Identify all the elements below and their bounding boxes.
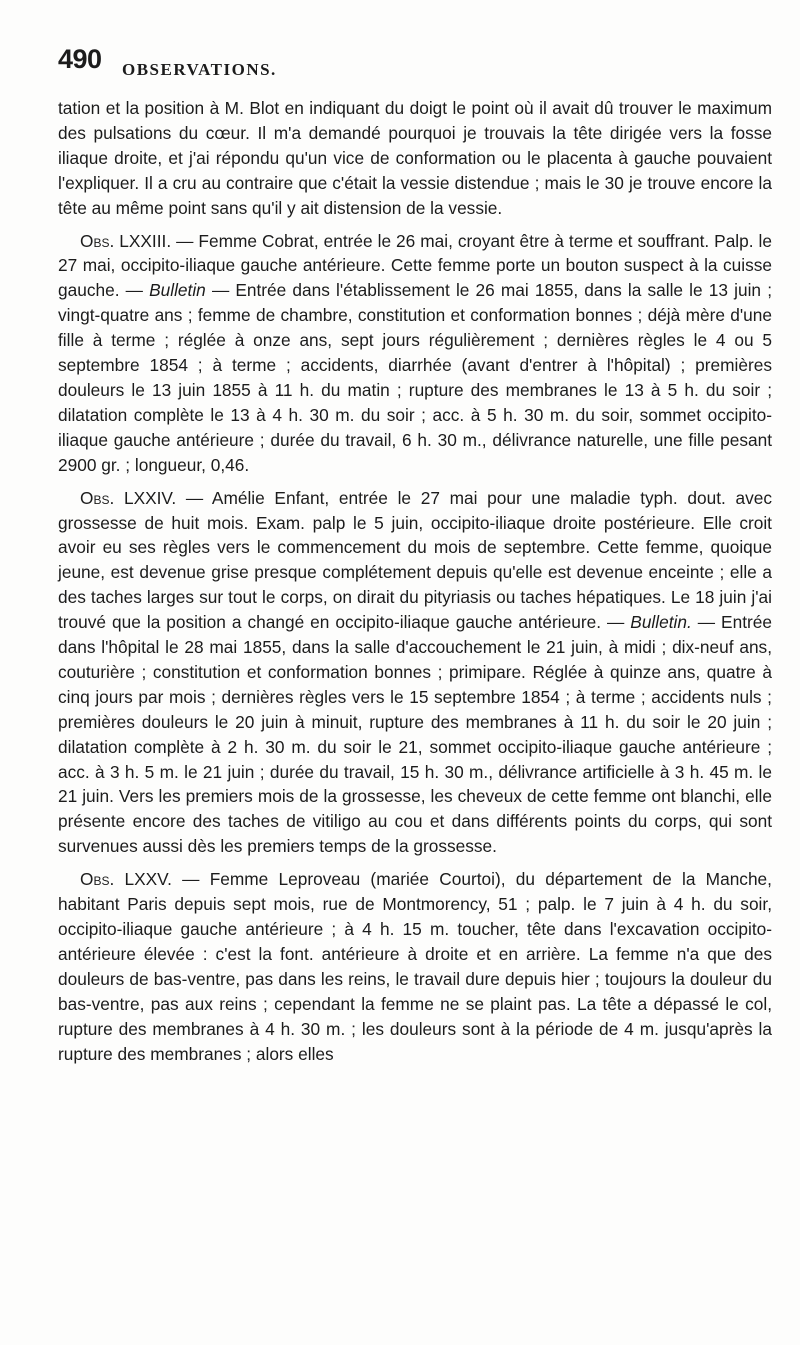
observation-lxxiv xyxy=(58,486,772,860)
bulletin-label: Bulletin xyxy=(149,280,206,301)
page-number: 490 xyxy=(58,44,102,74)
obs-label: Obs. xyxy=(80,487,115,508)
paragraph-text: tation et la position à M. Blot en indiquant du doigt le point où il avait dû trouver le maximum des pulsations du cœur. Il m'a demandé pourquoi je trouvais la tête dirigée vers la fosse iliaque droite, et j'ai répondu qu'un vice de conformation ou le placenta à gauche pouvaient l'expliquer. Il a cru au contraire que c'était la vessie distendue ; mais le 30 je trouve encore la tête au même point sans qu'il y ait distension de la vessie. xyxy=(58,98,772,218)
obs-text: — Femme Cobrat, entrée le 26 mai, croyant être à terme et souffrant. Palp. le 27 mai, occipito-iliaque gauche antérieure. Cette femme porte un bouton suspect à la cuisse gauche. — xyxy=(58,230,772,301)
obs-number: LXXV. xyxy=(124,869,172,890)
paragraph-continuation xyxy=(58,96,772,221)
page-header xyxy=(58,44,760,84)
observation-lxxv xyxy=(58,867,772,1066)
obs-number: LXXIII. xyxy=(119,230,172,251)
observation-lxxiii xyxy=(58,229,772,478)
obs-label: Obs. xyxy=(80,869,115,890)
bulletin-label: Bulletin. xyxy=(630,612,692,633)
body-text xyxy=(58,96,772,1074)
running-head: OBSERVATIONS. xyxy=(122,60,277,79)
obs-text-bulletin: — Entrée dans l'établissement le 26 mai 1855, dans la salle le 13 juin ; vingt-quatre ans ; femme de chambre, constitution et conformation bonnes ; déjà mère d'une fille à terme ; réglée à onze ans, sept jours régulièrement ; dernières règles le 4 ou 5 septembre 1854 ; à terme ; accidents, diarrhée (avant d'entrer à l'hôpital) ; premières douleurs le 13 juin 1855 à 11 h. du matin ; rupture des membranes le 13 à 5 h. du soir ; dilatation complète le 13 à 4 h. 30 m. du soir ; acc. à 5 h. 30 m. du soir, sommet occipito-iliaque gauche antérieure ; durée du travail, 6 h. 30 m., délivrance naturelle, une fille pesant 2900 gr. ; longueur, 0,46. xyxy=(58,280,772,475)
obs-text: — Femme Leproveau (mariée Courtoi), du département de la Manche, habitant Paris depuis sept mois, rue de Montmorency, 51 ; palp. le 7 juin à 4 h. du soir, occipito-iliaque gauche antérieure ; à 4 h. 15 m. toucher, tête dans l'excavation occipito-antérieure élevée : c'est la font. antérieure à droite et en arrière. La femme n'a que des douleurs de bas-ventre, pas dans les reins, le travail dure depuis hier ; toujours la douleur du bas-ventre, pas aux reins ; cependant la femme ne se plaint pas. La tête a dépassé le col, rupture des membranes à 4 h. 30 m. ; les douleurs sont à la période de 4 m. jusqu'après la rupture des membranes ; alors elles xyxy=(58,869,772,1064)
obs-text-bulletin: — Entrée dans l'hôpital le 28 mai 1855, dans la salle d'accouchement le 21 juin, à midi ; dix-neuf ans, couturière ; constitution et conformation bonnes ; primipare. Réglée à quinze ans, quatre à cinq jours par mois ; dernières règles vers le 15 septembre 1854 ; à terme ; accidents nuls ; premières douleurs le 20 juin à minuit, rupture des membranes à 11 h. du soir le 20 juin ; dilatation complète à 2 h. 30 m. du soir le 21, sommet occipito-iliaque gauche antérieure ; acc. à 3 h. 5 m. le 21 juin ; durée du travail, 15 h. 30 m., délivrance artificielle à 3 h. 45 m. le 21 juin. Vers les premiers mois de la grossesse, les cheveux de cette femme ont blanchi, elle présente encore des taches de vitiligo au cou et dans différents points du corps, qui sont survenues aussi dès les premiers temps de la grossesse. xyxy=(58,612,772,857)
obs-label: Obs. xyxy=(80,230,115,251)
obs-number: LXXIV. xyxy=(123,487,177,508)
obs-text: — Amélie Enfant, entrée le 27 mai pour une maladie typh. dout. avec grossesse de huit mois. Exam. palp le 5 juin, occipito-iliaque droite postérieure. Elle croit avoir eu ses règles vers le commencement du mois de septembre. Cette femme, quoique jeune, est devenue grise presque complétement depuis qu'elle est devenue enceinte ; elle a des taches larges sur tout le corps, on dirait du pityriasis ou taches hépatiques. Le 18 juin j'ai trouvé que la position a changé en occipito-iliaque gauche antérieure. — xyxy=(58,487,772,633)
